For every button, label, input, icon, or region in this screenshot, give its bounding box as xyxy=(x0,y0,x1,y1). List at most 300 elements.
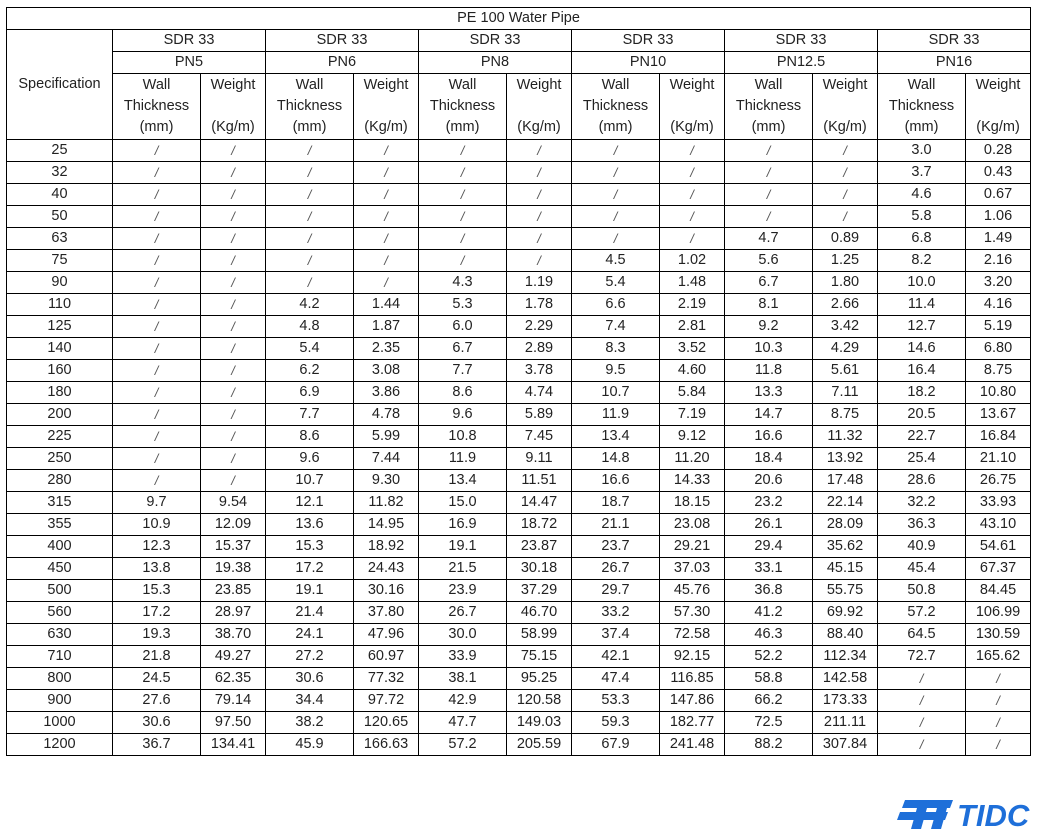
weight-cell: 112.34 xyxy=(813,646,878,668)
wall-thickness-cell: 41.2 xyxy=(725,602,813,624)
weight-cell: / xyxy=(507,206,572,228)
wall-thickness-header xyxy=(419,74,507,140)
wall-thickness-cell: 18.4 xyxy=(725,448,813,470)
weight-cell: 79.14 xyxy=(201,690,266,712)
weight-cell: 46.70 xyxy=(507,602,572,624)
weight-cell: 28.09 xyxy=(813,514,878,536)
wall-thickness-cell: 5.6 xyxy=(725,250,813,272)
weight-cell: / xyxy=(354,162,419,184)
wall-thickness-cell: 30.0 xyxy=(419,624,507,646)
wall-thickness-header-line: Thickness xyxy=(429,98,496,114)
weight-cell: 241.48 xyxy=(660,734,725,756)
weight-cell: / xyxy=(201,294,266,316)
table-row xyxy=(7,162,1031,184)
table-row xyxy=(7,580,1031,602)
weight-header xyxy=(507,74,572,140)
wall-thickness-cell: 5.3 xyxy=(419,294,507,316)
wall-thickness-cell: 47.4 xyxy=(572,668,660,690)
wall-thickness-cell: / xyxy=(419,162,507,184)
wall-thickness-cell: 14.8 xyxy=(572,448,660,470)
weight-cell: 57.30 xyxy=(660,602,725,624)
weight-header-line: (Kg/m) xyxy=(517,119,561,135)
weight-cell: 1.80 xyxy=(813,272,878,294)
weight-header xyxy=(201,74,266,140)
weight-cell: 9.11 xyxy=(507,448,572,470)
weight-cell: 60.97 xyxy=(354,646,419,668)
spec-cell: 40 xyxy=(7,184,113,206)
weight-cell: 62.35 xyxy=(201,668,266,690)
weight-header xyxy=(660,74,725,140)
wall-thickness-cell: 58.8 xyxy=(725,668,813,690)
weight-cell: 92.15 xyxy=(660,646,725,668)
weight-header-line: (Kg/m) xyxy=(211,119,255,135)
weight-cell: / xyxy=(660,206,725,228)
wall-thickness-header-line: Thickness xyxy=(582,98,649,114)
weight-cell: 26.75 xyxy=(966,470,1031,492)
weight-cell: 130.59 xyxy=(966,624,1031,646)
weight-cell: / xyxy=(660,184,725,206)
wall-thickness-cell: / xyxy=(572,162,660,184)
sdr-header: SDR 33 xyxy=(266,30,419,52)
table-row xyxy=(7,140,1031,162)
weight-cell: 9.30 xyxy=(354,470,419,492)
wall-thickness-cell: 10.3 xyxy=(725,338,813,360)
wall-thickness-cell: 8.6 xyxy=(419,382,507,404)
wall-thickness-cell: / xyxy=(113,470,201,492)
weight-header xyxy=(354,74,419,140)
weight-cell: / xyxy=(507,228,572,250)
wall-thickness-cell: 42.9 xyxy=(419,690,507,712)
weight-cell: 13.92 xyxy=(813,448,878,470)
wall-thickness-header-line: (mm) xyxy=(751,119,786,135)
wall-thickness-header-line: Wall xyxy=(448,77,477,93)
weight-header-line: Weight xyxy=(516,77,562,93)
wall-thickness-header xyxy=(113,74,201,140)
wall-thickness-cell: / xyxy=(572,206,660,228)
wall-thickness-cell: 7.4 xyxy=(572,316,660,338)
weight-cell: 8.75 xyxy=(813,404,878,426)
weight-cell: 14.33 xyxy=(660,470,725,492)
weight-cell: 106.99 xyxy=(966,602,1031,624)
wall-thickness-cell: 16.9 xyxy=(419,514,507,536)
weight-cell: 47.96 xyxy=(354,624,419,646)
spec-cell: 75 xyxy=(7,250,113,272)
weight-header-line: Weight xyxy=(210,77,256,93)
weight-cell: 58.99 xyxy=(507,624,572,646)
wall-thickness-cell: 5.4 xyxy=(572,272,660,294)
wall-thickness-cell: 36.3 xyxy=(878,514,966,536)
wall-thickness-cell: 72.5 xyxy=(725,712,813,734)
table-row xyxy=(7,360,1031,382)
weight-cell: 12.09 xyxy=(201,514,266,536)
weight-cell: 147.86 xyxy=(660,690,725,712)
weight-cell: 49.27 xyxy=(201,646,266,668)
wall-thickness-cell: / xyxy=(419,250,507,272)
wall-thickness-cell: / xyxy=(113,404,201,426)
weight-cell: 7.11 xyxy=(813,382,878,404)
sdr-header: SDR 33 xyxy=(878,30,1031,52)
wall-thickness-cell: 9.5 xyxy=(572,360,660,382)
wall-thickness-cell: 66.2 xyxy=(725,690,813,712)
wall-thickness-cell: / xyxy=(419,140,507,162)
wall-thickness-cell: 21.8 xyxy=(113,646,201,668)
weight-cell: 134.41 xyxy=(201,734,266,756)
wall-thickness-cell: / xyxy=(878,668,966,690)
wall-thickness-cell: 18.7 xyxy=(572,492,660,514)
weight-cell: 1.48 xyxy=(660,272,725,294)
weight-cell: 3.20 xyxy=(966,272,1031,294)
wall-thickness-cell: 4.5 xyxy=(572,250,660,272)
wall-thickness-header-line: (mm) xyxy=(598,119,633,135)
weight-cell: / xyxy=(201,338,266,360)
wall-thickness-cell: 5.8 xyxy=(878,206,966,228)
wall-thickness-cell: 4.7 xyxy=(725,228,813,250)
wall-thickness-header-line: Thickness xyxy=(276,98,343,114)
pipe-spec-table xyxy=(6,7,1031,756)
sdr-header: SDR 33 xyxy=(419,30,572,52)
wall-thickness-cell: / xyxy=(725,140,813,162)
weight-cell: 67.37 xyxy=(966,558,1031,580)
wall-thickness-cell: 72.7 xyxy=(878,646,966,668)
wall-thickness-cell: 37.4 xyxy=(572,624,660,646)
wall-thickness-cell: 15.3 xyxy=(113,580,201,602)
weight-cell: / xyxy=(966,690,1031,712)
spec-cell: 400 xyxy=(7,536,113,558)
weight-cell: 5.61 xyxy=(813,360,878,382)
wall-thickness-cell: 19.1 xyxy=(266,580,354,602)
table-row xyxy=(7,294,1031,316)
wall-thickness-cell: 38.2 xyxy=(266,712,354,734)
wall-thickness-cell: 11.9 xyxy=(419,448,507,470)
weight-cell: 165.62 xyxy=(966,646,1031,668)
weight-cell: / xyxy=(813,140,878,162)
weight-cell: 37.80 xyxy=(354,602,419,624)
wall-thickness-cell: 15.0 xyxy=(419,492,507,514)
weight-cell: 2.81 xyxy=(660,316,725,338)
weight-header-line: (Kg/m) xyxy=(364,119,408,135)
weight-cell: 23.87 xyxy=(507,536,572,558)
weight-cell: 2.35 xyxy=(354,338,419,360)
wall-thickness-header-line: Wall xyxy=(907,77,936,93)
wall-thickness-cell: 24.1 xyxy=(266,624,354,646)
spec-cell: 140 xyxy=(7,338,113,360)
wall-thickness-cell: 7.7 xyxy=(419,360,507,382)
weight-cell: / xyxy=(354,206,419,228)
wall-thickness-header-line: (mm) xyxy=(904,119,939,135)
weight-cell: 11.20 xyxy=(660,448,725,470)
wall-thickness-cell: 8.3 xyxy=(572,338,660,360)
wall-thickness-cell: 9.6 xyxy=(419,404,507,426)
table-row xyxy=(7,646,1031,668)
weight-cell: 7.19 xyxy=(660,404,725,426)
wall-thickness-header xyxy=(572,74,660,140)
wall-thickness-cell: 23.9 xyxy=(419,580,507,602)
weight-cell: 21.10 xyxy=(966,448,1031,470)
wall-thickness-cell: 33.9 xyxy=(419,646,507,668)
wall-thickness-header-line: Wall xyxy=(754,77,783,93)
header-spacer xyxy=(354,96,418,117)
weight-cell: 5.89 xyxy=(507,404,572,426)
wall-thickness-cell: / xyxy=(113,316,201,338)
wall-thickness-cell: 21.4 xyxy=(266,602,354,624)
weight-cell: 84.45 xyxy=(966,580,1031,602)
wall-thickness-cell: / xyxy=(878,712,966,734)
wall-thickness-cell: 27.6 xyxy=(113,690,201,712)
weight-cell: / xyxy=(201,448,266,470)
wall-thickness-cell: 4.8 xyxy=(266,316,354,338)
wall-thickness-cell: 20.5 xyxy=(878,404,966,426)
table-row xyxy=(7,316,1031,338)
weight-cell: 45.15 xyxy=(813,558,878,580)
table-row xyxy=(7,250,1031,272)
wall-thickness-cell: / xyxy=(266,272,354,294)
wall-thickness-cell: 22.7 xyxy=(878,426,966,448)
weight-cell: 13.67 xyxy=(966,404,1031,426)
wall-thickness-cell: 6.7 xyxy=(419,338,507,360)
weight-cell: / xyxy=(966,734,1031,756)
weight-cell: / xyxy=(201,382,266,404)
pn-header: PN5 xyxy=(113,52,266,74)
weight-cell: 4.29 xyxy=(813,338,878,360)
wall-thickness-cell: 45.9 xyxy=(266,734,354,756)
weight-cell: 97.72 xyxy=(354,690,419,712)
weight-header-line: Weight xyxy=(822,77,868,93)
weight-cell: / xyxy=(201,184,266,206)
weight-cell: 1.02 xyxy=(660,250,725,272)
weight-cell: 173.33 xyxy=(813,690,878,712)
weight-cell: / xyxy=(201,272,266,294)
weight-cell: / xyxy=(201,206,266,228)
wall-thickness-cell: 12.7 xyxy=(878,316,966,338)
wall-thickness-cell: / xyxy=(266,162,354,184)
wall-thickness-cell: / xyxy=(419,206,507,228)
wall-thickness-cell: 8.1 xyxy=(725,294,813,316)
table-row xyxy=(7,712,1031,734)
weight-header-line: Weight xyxy=(669,77,715,93)
wall-thickness-cell: 13.8 xyxy=(113,558,201,580)
weight-cell: 75.15 xyxy=(507,646,572,668)
weight-cell: 54.61 xyxy=(966,536,1031,558)
weight-cell: 5.99 xyxy=(354,426,419,448)
wall-thickness-cell: 29.7 xyxy=(572,580,660,602)
wall-thickness-cell: 16.6 xyxy=(572,470,660,492)
weight-cell: 8.75 xyxy=(966,360,1031,382)
wall-thickness-cell: 29.4 xyxy=(725,536,813,558)
wall-thickness-cell: / xyxy=(113,250,201,272)
wall-thickness-cell: 50.8 xyxy=(878,580,966,602)
wall-thickness-cell: 10.0 xyxy=(878,272,966,294)
weight-cell: 0.43 xyxy=(966,162,1031,184)
wall-thickness-cell: 21.1 xyxy=(572,514,660,536)
weight-cell: 69.92 xyxy=(813,602,878,624)
pn-header: PN12.5 xyxy=(725,52,878,74)
weight-cell: / xyxy=(660,140,725,162)
weight-cell: / xyxy=(813,184,878,206)
spec-cell: 225 xyxy=(7,426,113,448)
header-spacer xyxy=(813,96,877,117)
weight-cell: / xyxy=(201,360,266,382)
weight-cell: 11.51 xyxy=(507,470,572,492)
table-row xyxy=(7,184,1031,206)
wall-thickness-cell: 9.6 xyxy=(266,448,354,470)
wall-thickness-cell: 36.7 xyxy=(113,734,201,756)
wall-thickness-cell: 4.2 xyxy=(266,294,354,316)
weight-cell: 205.59 xyxy=(507,734,572,756)
weight-cell: / xyxy=(201,470,266,492)
spec-cell: 280 xyxy=(7,470,113,492)
weight-cell: 4.16 xyxy=(966,294,1031,316)
weight-cell: 1.19 xyxy=(507,272,572,294)
wall-thickness-header-line: Wall xyxy=(295,77,324,93)
wall-thickness-cell: / xyxy=(572,140,660,162)
wall-thickness-cell: 23.2 xyxy=(725,492,813,514)
weight-cell: 120.65 xyxy=(354,712,419,734)
spec-cell: 900 xyxy=(7,690,113,712)
weight-cell: 11.82 xyxy=(354,492,419,514)
wall-thickness-header-line: (mm) xyxy=(292,119,327,135)
wall-thickness-cell: 47.7 xyxy=(419,712,507,734)
wall-thickness-cell: 30.6 xyxy=(266,668,354,690)
wall-thickness-cell: / xyxy=(113,338,201,360)
wall-thickness-header-line: (mm) xyxy=(445,119,480,135)
weight-cell: 19.38 xyxy=(201,558,266,580)
spec-cell: 180 xyxy=(7,382,113,404)
wall-thickness-cell: 64.5 xyxy=(878,624,966,646)
weight-cell: 28.97 xyxy=(201,602,266,624)
weight-cell: 72.58 xyxy=(660,624,725,646)
table-row xyxy=(7,404,1031,426)
wall-thickness-cell: / xyxy=(113,360,201,382)
weight-cell: 33.93 xyxy=(966,492,1031,514)
wall-thickness-cell: 6.6 xyxy=(572,294,660,316)
wall-thickness-cell: / xyxy=(266,250,354,272)
weight-header xyxy=(966,74,1031,140)
wall-thickness-cell: 17.2 xyxy=(113,602,201,624)
wall-thickness-cell: 57.2 xyxy=(419,734,507,756)
wall-thickness-cell: 4.3 xyxy=(419,272,507,294)
weight-cell: 30.18 xyxy=(507,558,572,580)
table-row xyxy=(7,382,1031,404)
weight-cell: / xyxy=(201,404,266,426)
wall-thickness-cell: 26.7 xyxy=(572,558,660,580)
wall-thickness-cell: 9.7 xyxy=(113,492,201,514)
table-row xyxy=(7,514,1031,536)
weight-cell: / xyxy=(813,162,878,184)
header-spacer xyxy=(201,96,265,117)
wall-thickness-cell: / xyxy=(113,448,201,470)
weight-cell: 18.92 xyxy=(354,536,419,558)
wall-thickness-cell: / xyxy=(113,206,201,228)
spec-cell: 500 xyxy=(7,580,113,602)
weight-cell: 2.66 xyxy=(813,294,878,316)
weight-cell: 1.25 xyxy=(813,250,878,272)
wall-thickness-cell: 36.8 xyxy=(725,580,813,602)
weight-cell: 0.67 xyxy=(966,184,1031,206)
weight-cell: / xyxy=(507,250,572,272)
header-spacer xyxy=(966,96,1030,117)
weight-cell: 4.74 xyxy=(507,382,572,404)
wall-thickness-cell: / xyxy=(725,162,813,184)
wall-thickness-header-line: (mm) xyxy=(139,119,174,135)
wall-thickness-cell: / xyxy=(113,162,201,184)
wall-thickness-cell: 6.0 xyxy=(419,316,507,338)
weight-cell: 1.06 xyxy=(966,206,1031,228)
weight-cell: / xyxy=(354,250,419,272)
wall-thickness-cell: 20.6 xyxy=(725,470,813,492)
weight-cell: / xyxy=(354,228,419,250)
table-row xyxy=(7,602,1031,624)
wall-thickness-cell: / xyxy=(266,228,354,250)
table-row xyxy=(7,536,1031,558)
wall-thickness-cell: 23.7 xyxy=(572,536,660,558)
wall-thickness-cell: 42.1 xyxy=(572,646,660,668)
table-row xyxy=(7,668,1031,690)
wall-thickness-cell: 59.3 xyxy=(572,712,660,734)
weight-cell: 116.85 xyxy=(660,668,725,690)
table-row xyxy=(7,426,1031,448)
weight-cell: 2.29 xyxy=(507,316,572,338)
weight-header-line: (Kg/m) xyxy=(823,119,867,135)
wall-thickness-cell: 53.3 xyxy=(572,690,660,712)
wall-thickness-cell: 19.3 xyxy=(113,624,201,646)
pn-header: PN10 xyxy=(572,52,725,74)
weight-cell: 29.21 xyxy=(660,536,725,558)
weight-cell: / xyxy=(813,206,878,228)
spec-cell: 250 xyxy=(7,448,113,470)
wall-thickness-header-line: Thickness xyxy=(888,98,955,114)
weight-cell: 3.42 xyxy=(813,316,878,338)
weight-cell: / xyxy=(201,162,266,184)
sdr-header: SDR 33 xyxy=(113,30,266,52)
wall-thickness-cell: 45.4 xyxy=(878,558,966,580)
weight-cell: 149.03 xyxy=(507,712,572,734)
wall-thickness-cell: 11.9 xyxy=(572,404,660,426)
weight-cell: 3.08 xyxy=(354,360,419,382)
weight-cell: / xyxy=(966,668,1031,690)
table-row xyxy=(7,734,1031,756)
weight-cell: 3.86 xyxy=(354,382,419,404)
wall-thickness-cell: 6.7 xyxy=(725,272,813,294)
wall-thickness-cell: / xyxy=(878,734,966,756)
spec-cell: 1000 xyxy=(7,712,113,734)
wall-thickness-cell: 33.2 xyxy=(572,602,660,624)
wall-thickness-cell: 14.6 xyxy=(878,338,966,360)
weight-cell: 23.85 xyxy=(201,580,266,602)
weight-cell: 3.52 xyxy=(660,338,725,360)
weight-cell: 0.89 xyxy=(813,228,878,250)
tidc-logo xyxy=(897,797,1037,831)
wall-thickness-cell: 9.2 xyxy=(725,316,813,338)
weight-cell: 24.43 xyxy=(354,558,419,580)
weight-cell: 30.16 xyxy=(354,580,419,602)
wall-thickness-cell: 46.3 xyxy=(725,624,813,646)
weight-cell: 7.45 xyxy=(507,426,572,448)
weight-cell: 5.84 xyxy=(660,382,725,404)
weight-cell: 3.78 xyxy=(507,360,572,382)
weight-cell: 14.47 xyxy=(507,492,572,514)
wall-thickness-cell: 6.9 xyxy=(266,382,354,404)
spec-cell: 63 xyxy=(7,228,113,250)
weight-cell: 4.60 xyxy=(660,360,725,382)
weight-cell: / xyxy=(201,426,266,448)
weight-cell: / xyxy=(201,316,266,338)
weight-cell: 4.78 xyxy=(354,404,419,426)
weight-cell: / xyxy=(507,140,572,162)
spec-cell: 560 xyxy=(7,602,113,624)
wall-thickness-cell: 5.4 xyxy=(266,338,354,360)
wall-thickness-cell: 40.9 xyxy=(878,536,966,558)
weight-cell: 18.72 xyxy=(507,514,572,536)
